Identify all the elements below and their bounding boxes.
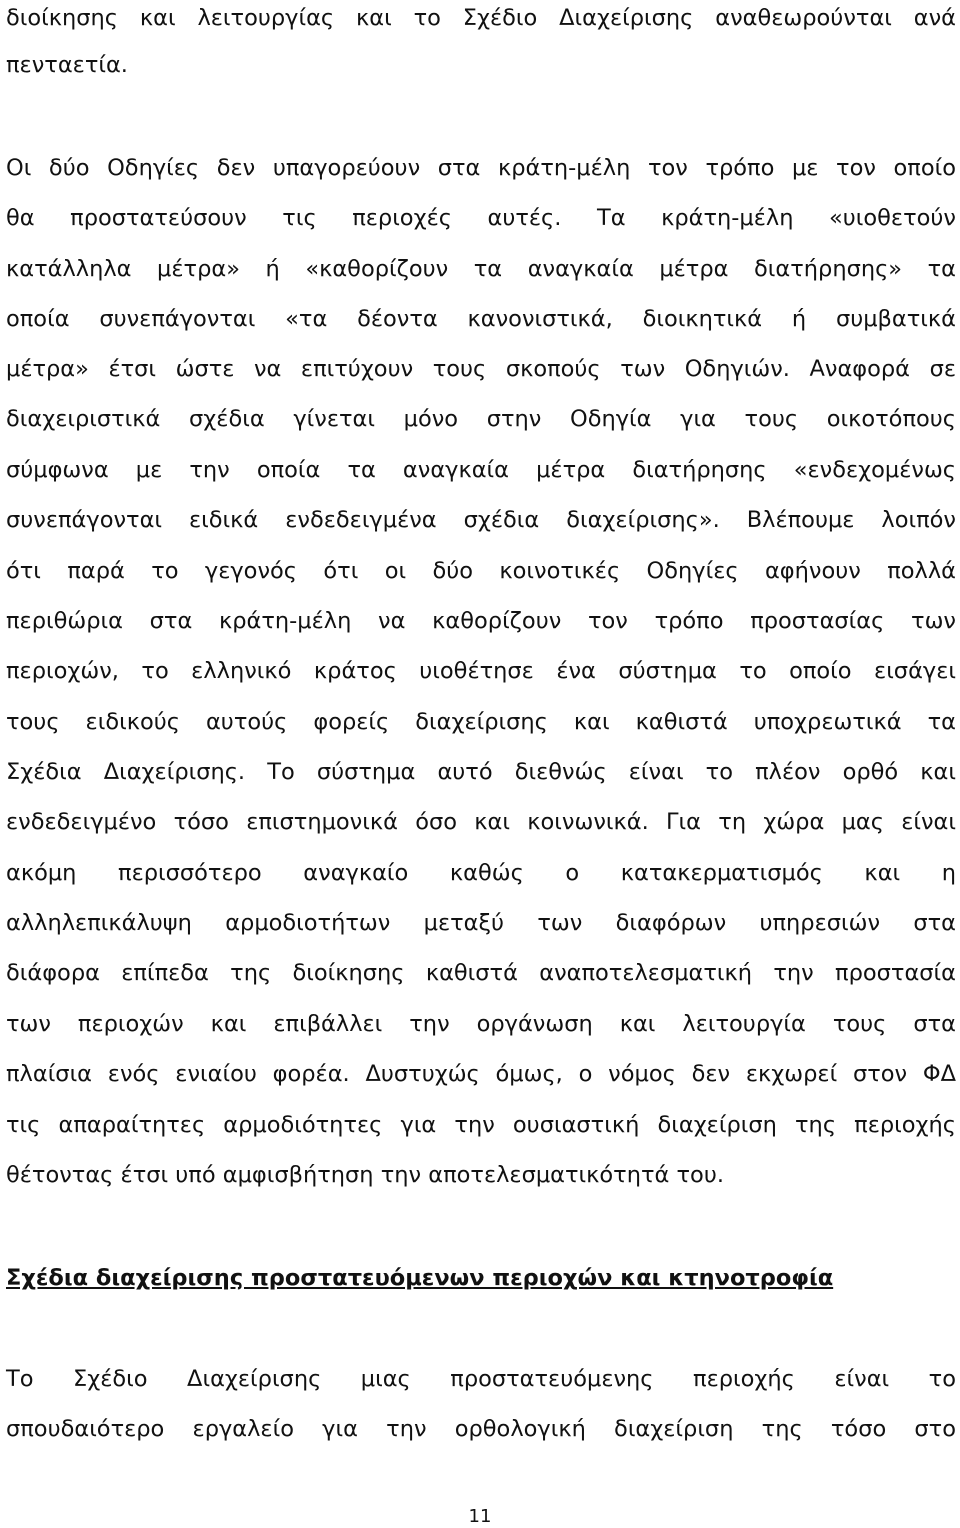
text-line: διαχειριστικά σχέδια γίνεται μόνο στην Οδηγία για τους οικοτόπους bbox=[6, 406, 956, 432]
text-line: διοίκησης και λειτουργίας και το Σχέδιο Διαχείρισης αναθεωρούνται ανά bbox=[6, 5, 956, 31]
text-line: τους ειδικούς αυτούς φορείς διαχείρισης και καθιστά υποχρεωτικά τα bbox=[6, 709, 956, 735]
text-line: πενταετία. bbox=[6, 52, 128, 78]
text-line: των περιοχών και επιβάλλει την οργάνωση και λειτουργία τους στα bbox=[6, 1011, 956, 1037]
text-line: μέτρα» έτσι ώστε να επιτύχουν τους σκοπούς των Οδηγιών. Αναφορά σε bbox=[6, 356, 956, 382]
text-line: θέτοντας έτσι υπό αμφισβήτηση την αποτελεσματικότητά του. bbox=[6, 1162, 724, 1188]
text-line: Σχέδια Διαχείρισης. Το σύστημα αυτό διεθνώς είναι το πλέον ορθό και bbox=[6, 759, 956, 785]
text-line: αλληλεπικάλυψη αρμοδιοτήτων μεταξύ των διαφόρων υπηρεσιών στα bbox=[6, 910, 956, 936]
text-line: θα προστατεύσουν τις περιοχές αυτές. Τα κράτη-μέλη «υιοθετούν bbox=[6, 205, 956, 231]
text-line: τις απαραίτητες αρμοδιότητες για την ουσιαστική διαχείριση της περιοχής bbox=[6, 1112, 956, 1138]
text-line: ακόμη περισσότερο αναγκαίο καθώς ο κατακερματισμός και η bbox=[6, 860, 956, 886]
text-line: συνεπάγονται ειδικά ενδεδειγμένα σχέδια διαχείρισης». Βλέπουμε λοιπόν bbox=[6, 507, 956, 533]
text-line: οποία συνεπάγονται «τα δέοντα κανονιστικά, διοικητικά ή συμβατικά bbox=[6, 306, 956, 332]
text-line: περιοχών, το ελληνικό κράτος υιοθέτησε ένα σύστημα το οποίο εισάγει bbox=[6, 658, 956, 684]
text-line: διάφορα επίπεδα της διοίκησης καθιστά αναποτελεσματική την προστασία bbox=[6, 960, 956, 986]
text-line: ενδεδειγμένο τόσο επιστημονικά όσο και κοινωνικά. Για τη χώρα μας είναι bbox=[6, 809, 956, 835]
page-number: 11 bbox=[468, 1506, 492, 1527]
text-line: κατάλληλα μέτρα» ή «καθορίζουν τα αναγκαία μέτρα διατήρησης» τα bbox=[6, 256, 956, 282]
text-line: σύμφωνα με την οποία τα αναγκαία μέτρα διατήρησης «ενδεχομένως bbox=[6, 457, 956, 483]
section-heading: Σχέδια διαχείρισης προστατευόμενων περιοχών και κτηνοτροφία bbox=[6, 1265, 834, 1291]
text-line: ότι παρά το γεγονός ότι οι δύο κοινοτικές Οδηγίες αφήνουν πολλά bbox=[6, 558, 956, 584]
text-line: περιθώρια στα κράτη-μέλη να καθορίζουν τον τρόπο προστασίας των bbox=[6, 608, 956, 634]
text-line: Οι δύο Οδηγίες δεν υπαγορεύουν στα κράτη-μέλη τον τρόπο με τον οποίο bbox=[6, 155, 956, 181]
text-line: Το Σχέδιο Διαχείρισης μιας προστατευόμενης περιοχής είναι το bbox=[6, 1366, 956, 1392]
text-line: σπουδαιότερο εργαλείο για την ορθολογική διαχείριση της τόσο στο bbox=[6, 1416, 956, 1442]
text-line: πλαίσια ενός ενιαίου φορέα. Δυστυχώς όμως, ο νόμος δεν εκχωρεί στον ΦΔ bbox=[6, 1061, 956, 1087]
